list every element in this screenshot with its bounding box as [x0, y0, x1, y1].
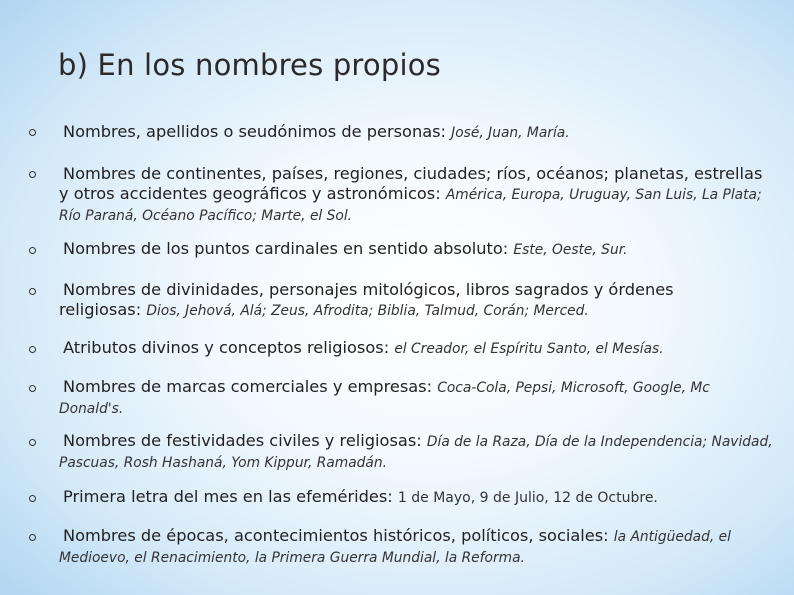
- item-example: José, Juan, María.: [451, 125, 570, 141]
- bullet-icon: [29, 385, 36, 392]
- item-text: [59, 487, 774, 508]
- bullet-icon: [29, 439, 36, 446]
- bullet-icon: [29, 171, 36, 178]
- item-example: Día de la Raza, Día de la Independencia; Navidad, Pascuas, Rosh Hashaná, Yom Kippur, Ramadán.: [59, 434, 773, 471]
- item-example: el Creador, el Espíritu Santo, el Mesías.: [394, 341, 664, 357]
- bullet-icon: [29, 129, 36, 136]
- item-main: Nombres de marcas comerciales y empresas:: [63, 377, 433, 396]
- page-title: b) En los nombres propios: [58, 48, 441, 82]
- item-text: [59, 164, 771, 226]
- item-example: la Antigüedad, el Medioevo, el Renacimiento, la Primera Guerra Mundial, la Reforma.: [59, 529, 731, 566]
- item-example: América, Europa, Uruguay, San Luis, La Plata; Río Paraná, Océano Pacífico; Marte, el Sol.: [59, 187, 762, 224]
- item-text: [59, 526, 774, 568]
- item-text: [59, 280, 759, 321]
- item-main: Nombres de los puntos cardinales en sentido absoluto:: [63, 239, 509, 258]
- bullet-icon: [29, 247, 36, 254]
- item-main: Nombres de festividades civiles y religiosas:: [63, 431, 422, 450]
- bullet-icon: [29, 495, 36, 502]
- item-main: Nombres de épocas, acontecimientos históricos, políticos, sociales:: [63, 526, 609, 545]
- item-text: [59, 239, 774, 260]
- item-text: [59, 338, 774, 359]
- item-example: 1 de Mayo, 9 de Julio, 12 de Octubre.: [397, 490, 658, 506]
- bullet-icon: [29, 534, 36, 541]
- item-text: [59, 377, 774, 419]
- item-text: [59, 431, 774, 473]
- item-text: [59, 122, 774, 143]
- item-example: Coca-Cola, Pepsi, Microsoft, Google, Mc Donald's.: [59, 380, 710, 417]
- item-main: Nombres de divinidades, personajes mitológicos, libros sagrados y órdenes religiosas:: [59, 280, 674, 319]
- bullet-icon: [29, 288, 36, 295]
- item-example: Este, Oeste, Sur.: [513, 242, 628, 258]
- item-main: Nombres, apellidos o seudónimos de personas:: [63, 122, 447, 141]
- item-main: Nombres de continentes, países, regiones, ciudades; ríos, océanos; planetas, estrellas y otros accidentes geográficos y astronómicos:: [59, 164, 763, 203]
- item-main: Primera letra del mes en las efemérides:: [63, 487, 393, 506]
- item-main: Atributos divinos y conceptos religiosos:: [63, 338, 390, 357]
- item-example: Dios, Jehová, Alá; Zeus, Afrodita; Biblia, Talmud, Corán; Merced.: [146, 303, 589, 319]
- bullet-icon: [29, 346, 36, 353]
